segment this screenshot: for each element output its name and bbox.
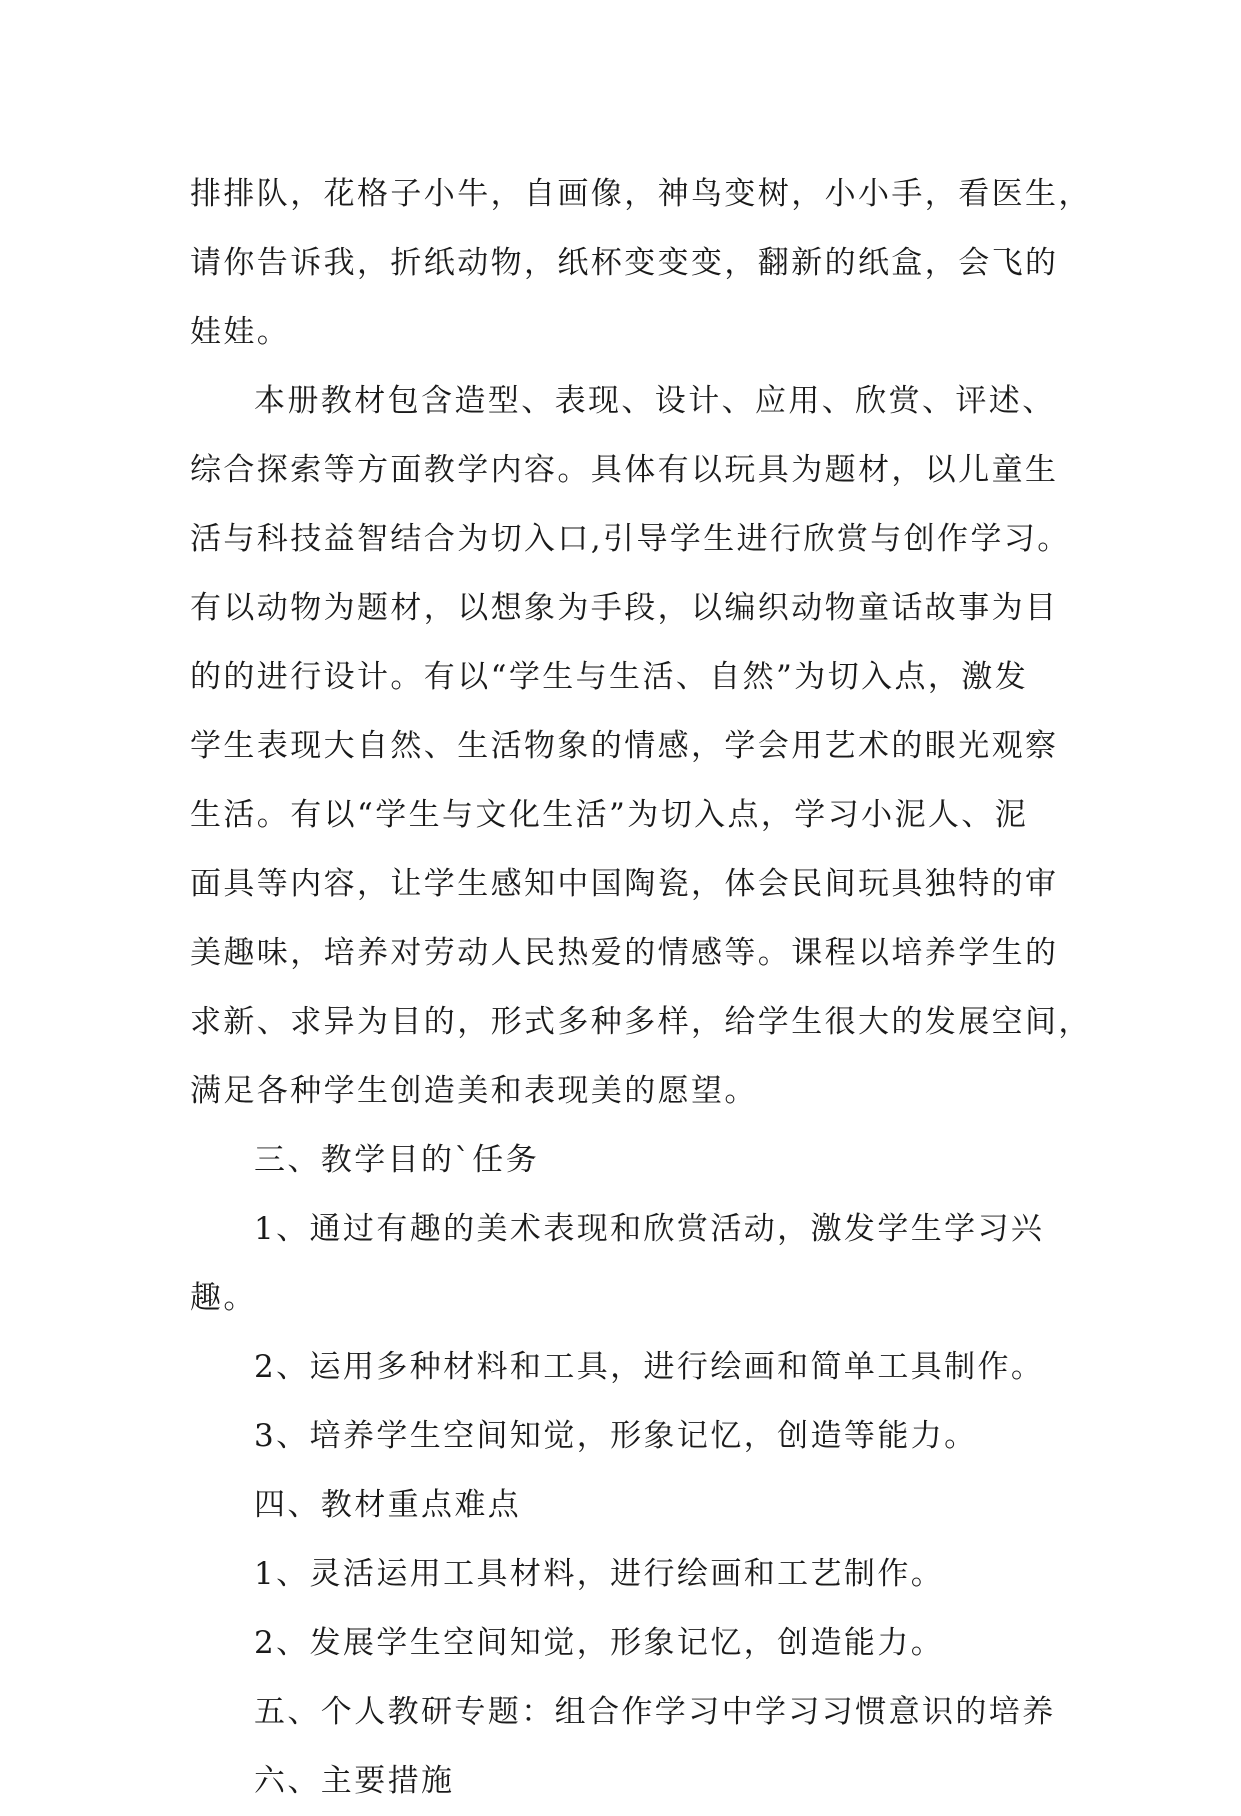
text-line: 生活。有以“学生与文化生活”为切入点，学习小泥人、泥 bbox=[190, 797, 1029, 833]
text-line: 趣。 bbox=[190, 1280, 257, 1316]
list-item-key-point-1: 1、灵活运用工具材料，进行绘画和工艺制作。 bbox=[254, 1556, 945, 1592]
text-line: 满足各种学生创造美和表现美的愿望。 bbox=[190, 1073, 758, 1109]
text-line: 有以动物为题材，以想象为手段，以编织动物童话故事为目 bbox=[190, 590, 1059, 626]
list-item-objective-3: 3、培养学生空间知觉，形象记忆，创造等能力。 bbox=[254, 1418, 978, 1454]
text-line: 求新、求异为目的，形式多种多样，给学生很大的发展空间， bbox=[190, 1004, 1092, 1040]
text-line: 活与科技益智结合为切入口,引导学生进行欣赏与创作学习。 bbox=[190, 521, 1071, 557]
text-line: 的的进行设计。有以“学生与生活、自然”为切入点，激发 bbox=[190, 659, 1029, 695]
section-heading-objectives: 三、教学目的`任务 bbox=[254, 1142, 540, 1178]
document-body bbox=[190, 160, 1092, 1816]
text-line: 美趣味，培养对劳动人民热爱的情感等。课程以培养学生的 bbox=[190, 935, 1059, 971]
text-line: 综合探索等方面教学内容。具体有以玩具为题材，以儿童生 bbox=[190, 452, 1059, 488]
section-heading-measures: 六、主要措施 bbox=[254, 1763, 455, 1799]
text-line: 学生表现大自然、生活物象的情感，学会用艺术的眼光观察 bbox=[190, 728, 1059, 764]
text-line: 排排队，花格子小牛，自画像，神鸟变树，小小手，看医生， bbox=[190, 176, 1092, 212]
paragraph-start-line: 本册教材包含造型、表现、设计、应用、欣赏、评述、 bbox=[254, 383, 1056, 419]
section-heading-key-points: 四、教材重点难点 bbox=[254, 1487, 522, 1523]
list-item-objective-1: 1、通过有趣的美术表现和欣赏活动，激发学生学习兴 bbox=[254, 1211, 1045, 1247]
section-heading-research-topic: 五、个人教研专题：组合作学习中学习习惯意识的培养 bbox=[254, 1694, 1056, 1730]
text-line: 面具等内容，让学生感知中国陶瓷，体会民间玩具独特的审 bbox=[190, 866, 1059, 902]
list-item-objective-2: 2、运用多种材料和工具，进行绘画和简单工具制作。 bbox=[254, 1349, 1045, 1385]
text-line: 娃娃。 bbox=[190, 314, 291, 350]
list-item-key-point-2: 2、发展学生空间知觉，形象记忆，创造能力。 bbox=[254, 1625, 945, 1661]
text-line: 请你告诉我，折纸动物，纸杯变变变，翻新的纸盒，会飞的 bbox=[190, 245, 1059, 281]
